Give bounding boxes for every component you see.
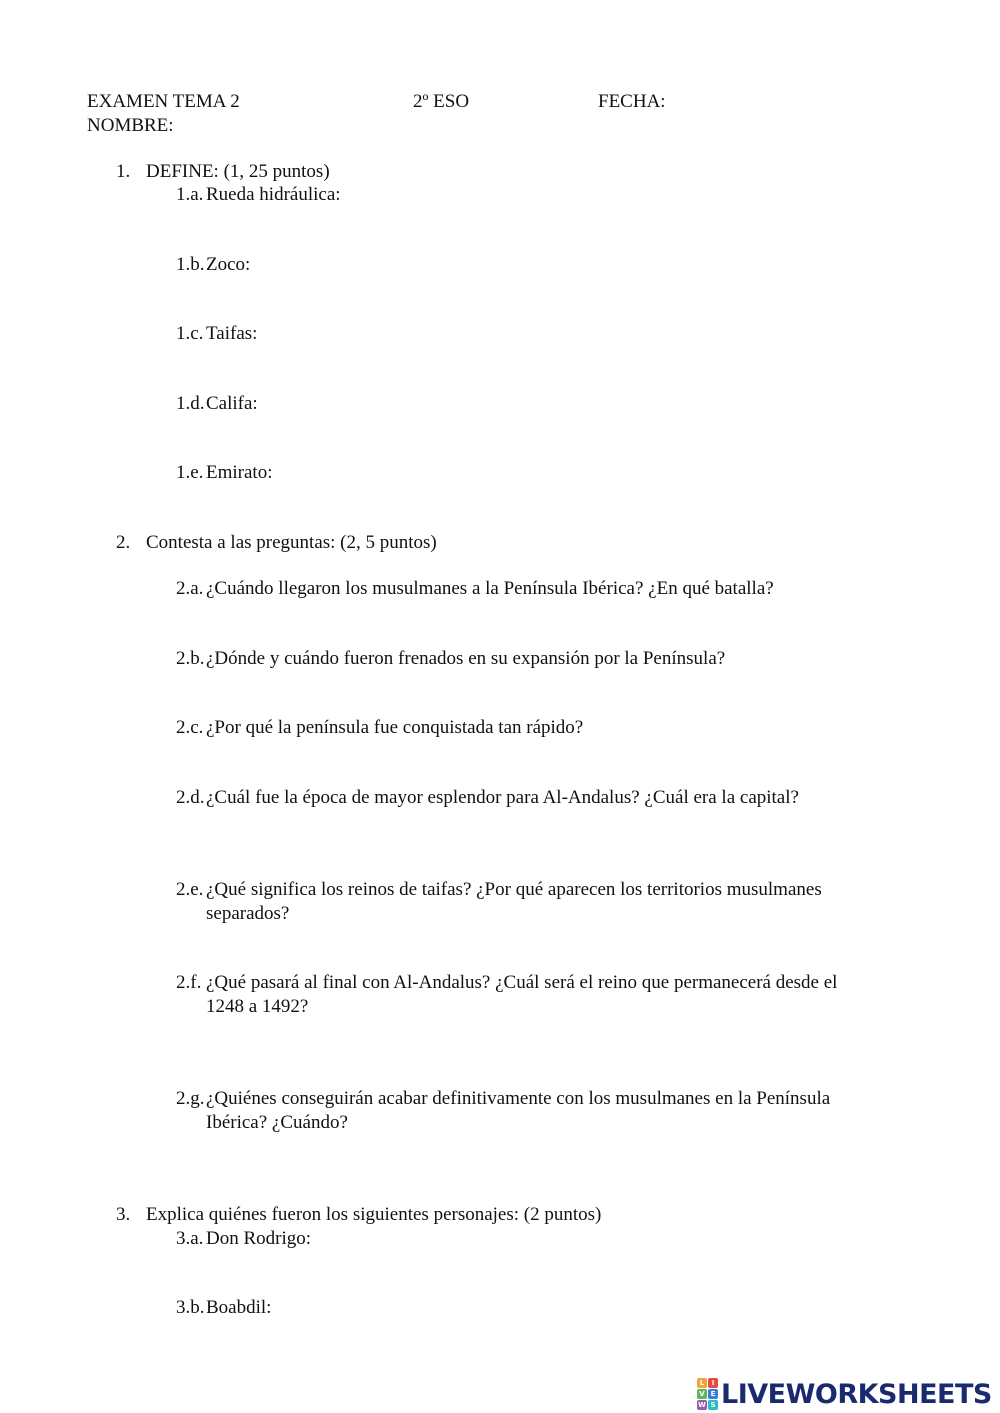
question-text: Boabdil: <box>206 1297 272 1318</box>
exam-title: EXAMEN TEMA 2 <box>87 91 240 112</box>
question-text: ¿Cuál fue la época de mayor esplendor para Al-Andalus? ¿Cuál era la capital? <box>206 787 799 808</box>
logo-square: S <box>708 1400 718 1410</box>
section-1-title: DEFINE: (1, 25 puntos) <box>146 161 330 182</box>
question-label: 2.f. <box>176 972 202 993</box>
question-text: ¿Quiénes conseguirán acabar definitivamente con los musulmanes en la Península <box>206 1088 831 1109</box>
name-label: NOMBRE: <box>87 115 174 136</box>
question-text: ¿Por qué la península fue conquistada tan rápido? <box>206 717 584 738</box>
question-label: 2.g. <box>176 1088 205 1109</box>
section-1-number: 1. <box>116 161 131 182</box>
question-label: 3.a. <box>176 1228 204 1249</box>
section-2-title: Contesta a las preguntas: (2, 5 puntos) <box>146 532 437 553</box>
question-text: Emirato: <box>206 462 273 483</box>
logo-text: LIVEWORKSHEETS <box>721 1378 992 1410</box>
question-text: Don Rodrigo: <box>206 1228 312 1249</box>
course-label: 2º ESO <box>413 91 470 112</box>
question-text: ¿Dónde y cuándo fueron frenados en su expansión por la Península? <box>206 648 726 669</box>
section-3-title: Explica quiénes fueron los siguientes personajes: (2 puntos) <box>146 1204 602 1225</box>
logo-square: E <box>708 1389 718 1399</box>
question-label: 1.b. <box>176 254 205 275</box>
question-label: 1.e. <box>176 462 204 483</box>
question-text: Rueda hidráulica: <box>206 184 341 205</box>
question-text: ¿Qué significa los reinos de taifas? ¿Por qué aparecen los territorios musulmanes <box>206 879 822 900</box>
question-text-continued: separados? <box>206 903 290 924</box>
question-label: 1.d. <box>176 393 205 414</box>
logo-square: W <box>698 1401 706 1409</box>
question-text-continued: Ibérica? ¿Cuándo? <box>206 1112 348 1133</box>
question-text: Zoco: <box>206 254 251 275</box>
section-3-number: 3. <box>116 1204 131 1225</box>
question-text: ¿Qué pasará al final con Al-Andalus? ¿Cuál será el reino que permanecerá desde el <box>206 972 838 993</box>
logo-squares-icon <box>697 1378 718 1410</box>
question-text: ¿Cuándo llegaron los musulmanes a la Península Ibérica? ¿En qué batalla? <box>206 578 774 599</box>
question-label: 2.e. <box>176 879 204 900</box>
question-text: Taifas: <box>206 323 258 344</box>
question-label: 1.c. <box>176 323 204 344</box>
liveworksheets-logo <box>697 1378 992 1410</box>
logo-square: L <box>697 1378 707 1388</box>
question-label: 3.b. <box>176 1297 205 1318</box>
logo-square: V <box>697 1389 707 1399</box>
date-label: FECHA: <box>598 91 666 112</box>
question-label: 2.d. <box>176 787 205 808</box>
question-label: 2.b. <box>176 648 205 669</box>
question-label: 1.a. <box>176 184 204 205</box>
logo-square: I <box>708 1378 718 1388</box>
question-label: 2.a. <box>176 578 204 599</box>
question-text-continued: 1248 a 1492? <box>206 996 309 1017</box>
question-label: 2.c. <box>176 717 204 738</box>
section-2-number: 2. <box>116 532 131 553</box>
question-text: Califa: <box>206 393 258 414</box>
